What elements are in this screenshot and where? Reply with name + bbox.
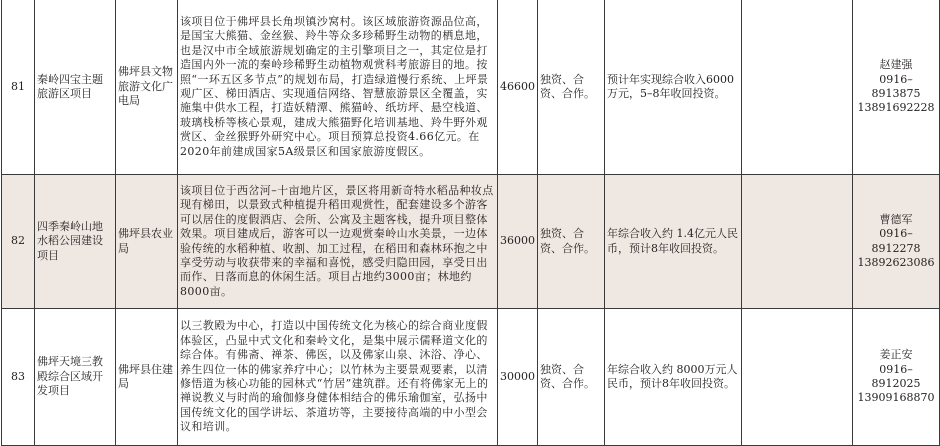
project-name: 佛坪天境三教殿综合区域开发项目 xyxy=(35,309,116,446)
project-name: 秦岭四宝主题旅游区项目 xyxy=(35,0,116,175)
empty-cell xyxy=(742,175,853,309)
contact-person: 曹德军 xyxy=(879,212,913,226)
responsible-unit: 佛坪县农业局 xyxy=(116,175,178,309)
investment-amount: 46600 xyxy=(498,0,538,175)
expected-benefit: 年综合收入约 1.4亿元人民币，预计8年收回投资。 xyxy=(605,175,742,309)
responsible-unit: 佛坪县文物旅游文化广电局 xyxy=(116,0,178,175)
expected-benefit: 预计年实现综合收入6000万元，5–8年收回投资。 xyxy=(605,0,742,175)
contact-person: 姜正安 xyxy=(879,348,913,362)
contact-mobile: 13892623086 xyxy=(857,255,935,269)
project-description: 以三教殿为中心，打造以中国传统文化为核心的综合商业度假体验区，凸显中式文化和秦岭文化，是集中展示儒释道文化的综合体。有佛斋、禅茶、佛医，以及佛家山泉、沐浴、净心、养生四位一体的佛家养疗中心；以竹林为主要景观要素，以清修悟道为核心功能的园林式“竹居”建筑群。还有将佛家无上的禅说教义与时尚的瑜伽修身健体相结合的佛乐瑜伽室，弘扬中国传统文化的国学讲坛、茶道坊等，主要接待高端的中小型会议和培训。 xyxy=(178,309,498,446)
row-number: 82 xyxy=(2,175,35,309)
contact-mobile: 13909168870 xyxy=(857,391,935,405)
empty-cell xyxy=(742,0,853,175)
cooperation-mode: 独资、合资、合作。 xyxy=(538,0,605,175)
projects-table xyxy=(1,0,940,446)
cooperation-mode: 独资、合资、合作。 xyxy=(538,175,605,309)
table-row xyxy=(2,0,940,175)
contact-info xyxy=(853,309,940,446)
contact-info xyxy=(853,175,940,309)
contact-mobile: 13891692228 xyxy=(857,101,935,115)
contact-info xyxy=(853,0,940,175)
contact-phone: 0916–8912025 xyxy=(871,362,921,390)
project-description: 该项目位于西岔河–十亩地片区，景区将用新奇特水稻品种妆点现有梯田，以景致式种植提升稻田观赏性，配套建设多个游客可以居住的度假酒店、会所、公寓及主题客栈，提升项目整体效果。项目建成后，游客可以一边观赏秦岭山水美景，一边体验传统的水稻种植、收割、加工过程，在稻田和森林环抱之中享受劳动与收获带来的幸福和喜悦，感受归隐田园，享受日出而作、日落而息的休闲生活。项目占地约3000亩；林地约8000亩。 xyxy=(178,175,498,309)
investment-amount: 36000 xyxy=(498,175,538,309)
empty-cell xyxy=(742,309,853,446)
cooperation-mode: 独资、合资、合作。 xyxy=(538,309,605,446)
table-row xyxy=(2,309,940,446)
contact-person: 赵建强 xyxy=(879,58,913,72)
responsible-unit: 佛坪县住建局 xyxy=(116,309,178,446)
contact-phone: 0916–8913875 xyxy=(871,72,921,100)
table-row xyxy=(2,175,940,309)
investment-amount: 30000 xyxy=(498,309,538,446)
row-number: 83 xyxy=(2,309,35,446)
expected-benefit: 年综合收入约 8000万元人民币，预计8年收回投资。 xyxy=(605,309,742,446)
contact-phone: 0916–8912278 xyxy=(871,227,921,255)
project-description: 该项目位于佛坪县长角坝镇沙窝村。该区域旅游资源品位高，是国宝大熊猫、金丝猴、羚牛等众多珍稀野生动物的栖息地，也是汉中市全域旅游规划确定的主引擎项目之一，其定位是打造国内外一流的秦岭珍稀野生动植物观赏科考旅游目的地。按照“一环五区多节点”的规划布局，打造绿道慢行系统、上坪景观广区、梯田酒店、实现通信网络、智慧旅游景区全覆盖，实施集中供水工程，打造妖精潭、熊猫岭、纸坊坪、悬空栈道、玻璃栈桥等核心景观，建成大熊猫野化培训基地、羚牛野外观赏区、金丝猴野外研究中心。项目预算总投资4.66亿元。在2020年前建成国家5A级景区和国家旅游度假区。 xyxy=(178,0,498,175)
project-name: 四季秦岭山地水稻公园建设项目 xyxy=(35,175,116,309)
row-number: 81 xyxy=(2,0,35,175)
